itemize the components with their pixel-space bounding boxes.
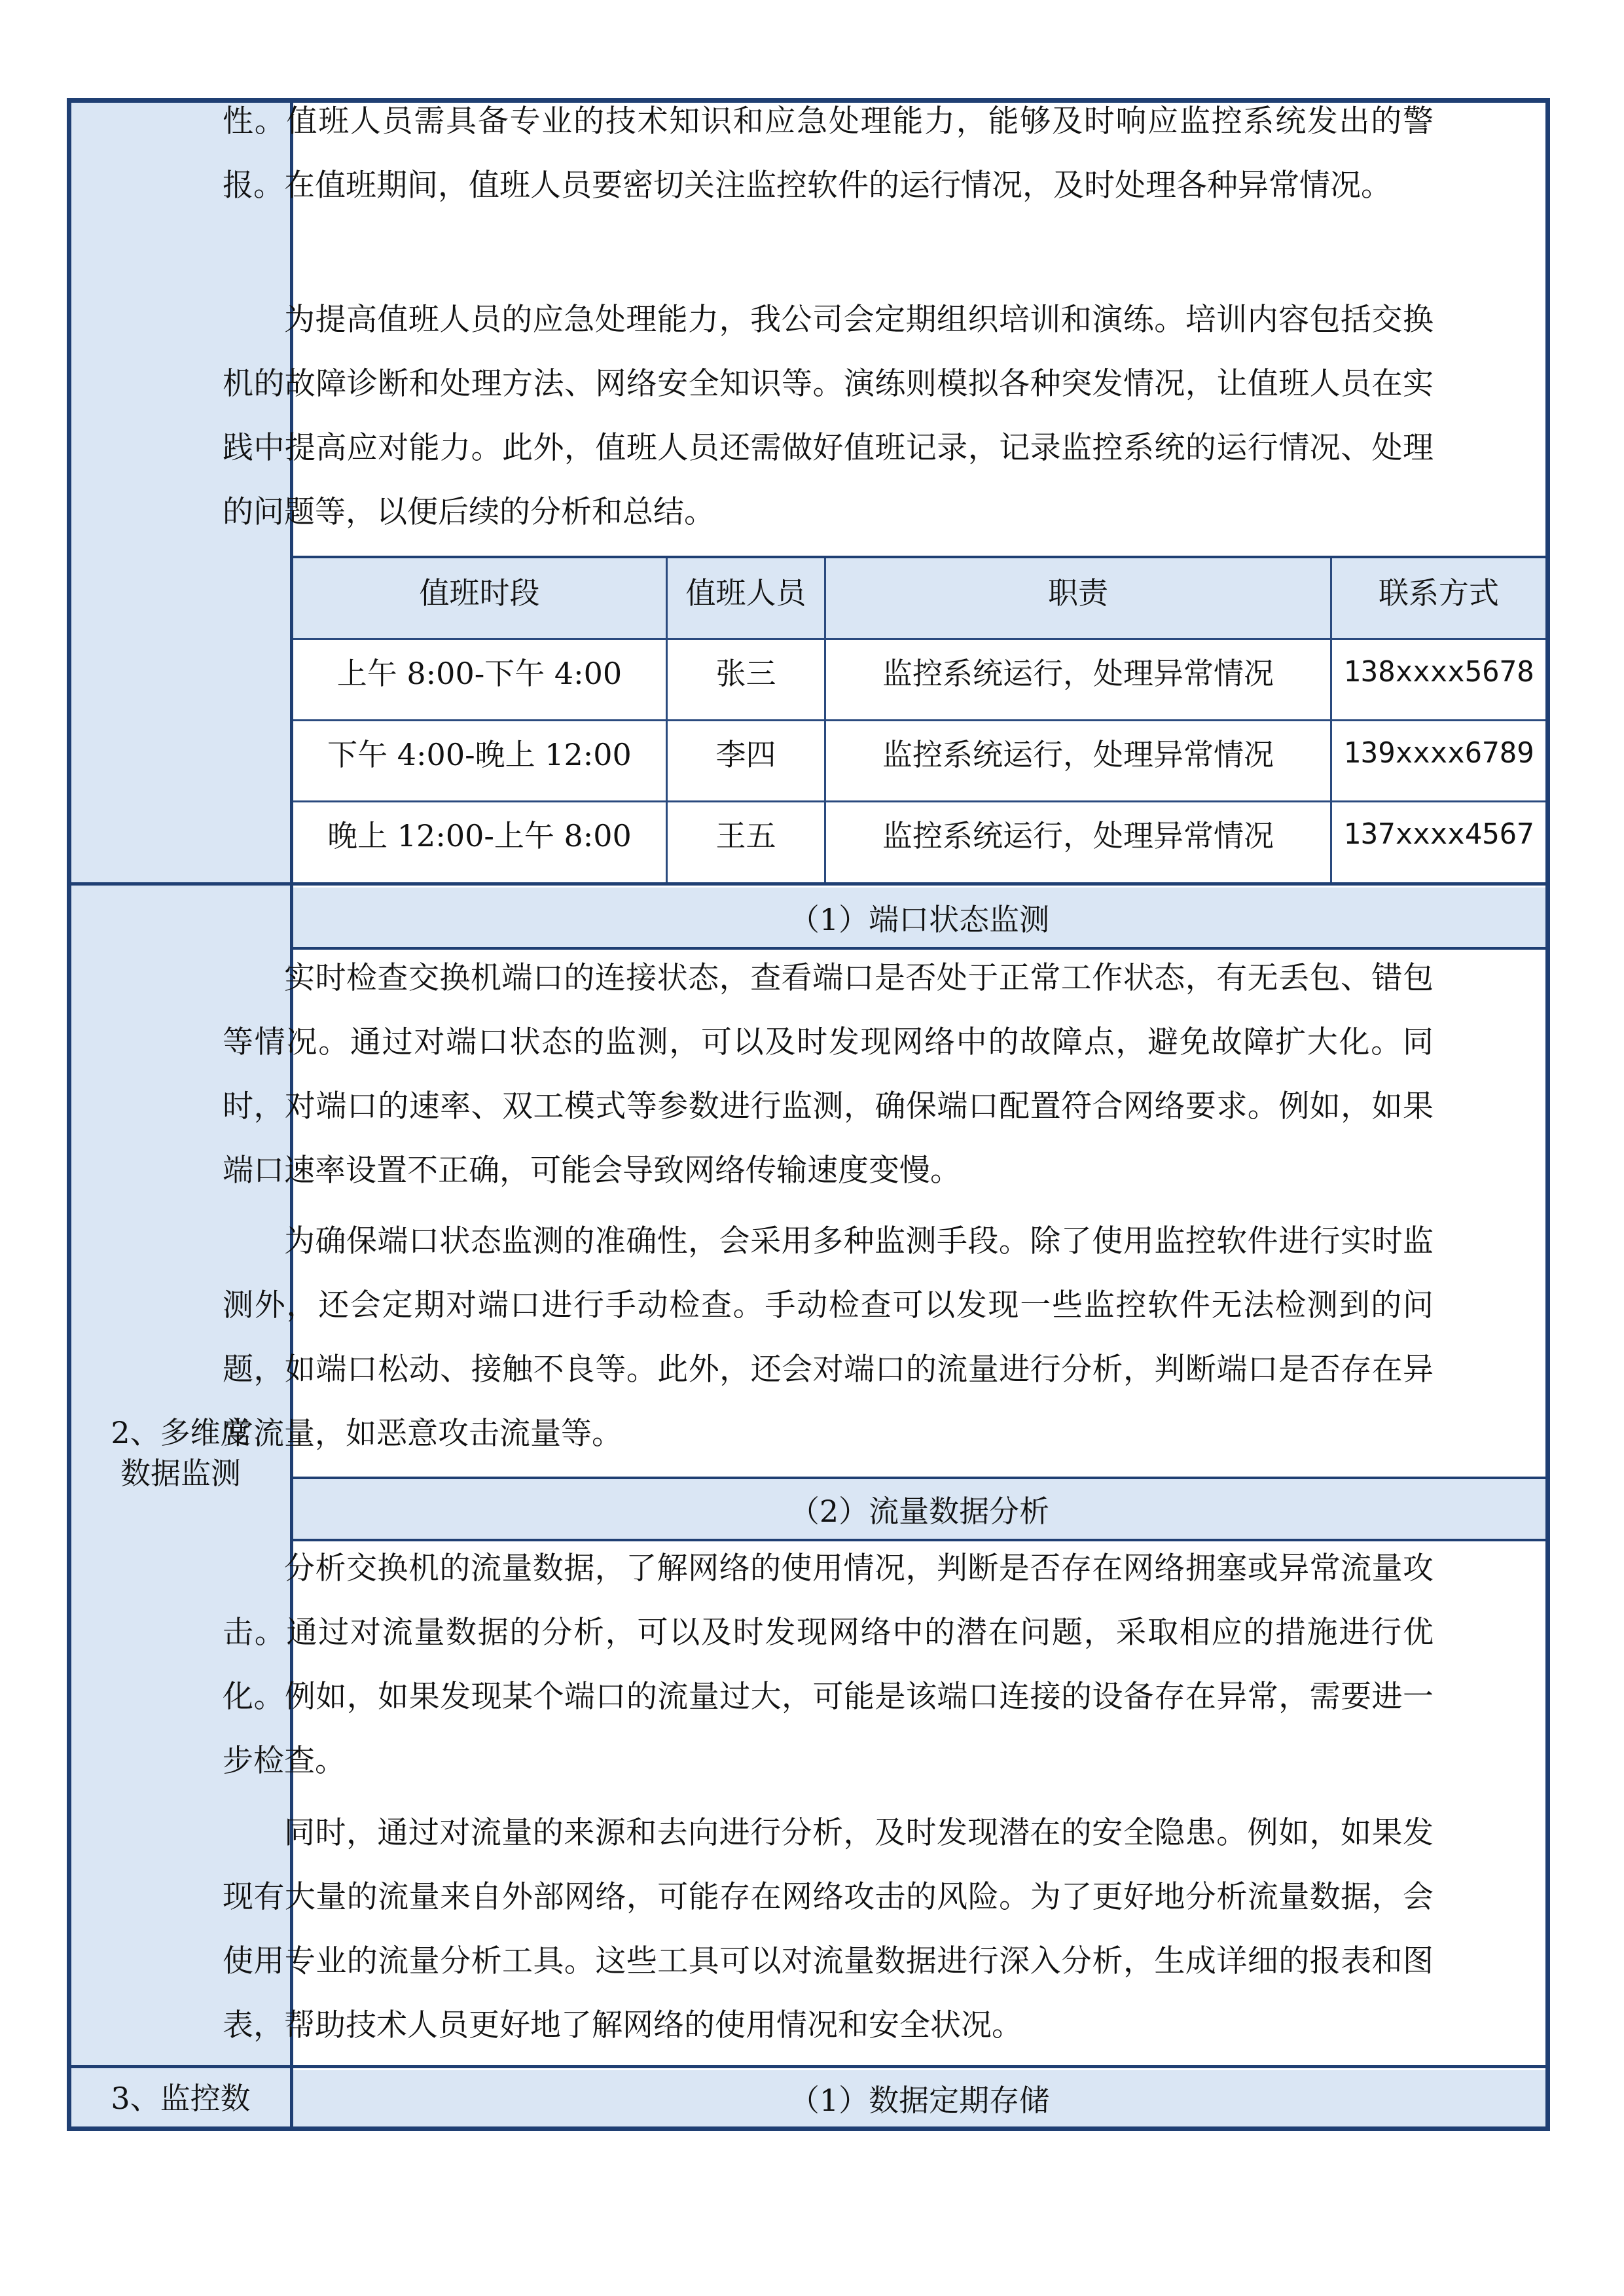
traffic-analysis-paragraph-1: 分析交换机的流量数据，了解网络的使用情况，判断是否存在网络拥塞或异常流量攻击。通过对流量数据的分析，可以及时发现网络中的潜在问题，采取相应的措施进行优化。例如，如果发现某个端口的流量过大，可能是该端口连接的设备存在异常，需要进一步检查。 bbox=[223, 1551, 1434, 1779]
subsection-title-port-status: （1）端口状态监测 bbox=[789, 902, 1050, 937]
section1-paragraph-2: 为提高值班人员的应急处理能力，我公司会定期组织培训和演练。培训内容包括交换机的故障诊断和处理方法、网络安全知识等。演练则模拟各种突发情况，让值班人员在实践中提高应对能力。此外，值班人员还需做好值班记录，记录监控系统的运行情况、处理的问题等，以便后续的分析和总结。 bbox=[223, 302, 1434, 530]
duty-table-cell-duty: 监控系统运行，处理异常情况 bbox=[882, 818, 1274, 853]
duty-table-header-duty: 职责 bbox=[1048, 575, 1108, 611]
duty-table-cell-contact: 139xxxx6789 bbox=[1343, 736, 1534, 770]
duty-table-cell-contact: 137xxxx4567 bbox=[1343, 817, 1534, 851]
section-divider-2-3 bbox=[71, 2065, 1545, 2068]
section2-label-line-2: 数据监测 bbox=[120, 1456, 241, 1491]
duty-table-cell-contact: 138xxxx5678 bbox=[1343, 655, 1534, 689]
duty-table-header-person: 值班人员 bbox=[685, 575, 806, 611]
port-status-paragraph-2: 为确保端口状态监测的准确性，会采用多种监测手段。除了使用监控软件进行实时监测外，还会定期对端口进行手动检查。手动检查可以发现一些监控软件无法检测到的问题，如端口松动、接触不良等。此外，还会对端口的流量进行分析，判断端口是否存在异常流量，如恶意攻击流量等。 bbox=[223, 1223, 1434, 1452]
duty-table-cell-person: 王五 bbox=[715, 818, 776, 853]
duty-table-cell-time: 晚上 12:00-上午 8:00 bbox=[327, 818, 632, 853]
duty-table-cell-duty: 监控系统运行，处理异常情况 bbox=[882, 737, 1274, 772]
subsection-title-data-storage: （1）数据定期存储 bbox=[789, 2083, 1050, 2118]
port-status-paragraph-1: 实时检查交换机端口的连接状态，查看端口是否处于正常工作状态，有无丢包、错包等情况。通过对端口状态的监测，可以及时发现网络中的故障点，避免故障扩大化。同时，对端口的速率、双工模式等参数进行监测，确保端口配置符合网络要求。例如，如果端口速率设置不正确，可能会导致网络传输速度变慢。 bbox=[223, 960, 1434, 1189]
duty-table-cell-duty: 监控系统运行，处理异常情况 bbox=[882, 656, 1274, 691]
subsection-title-traffic-analysis: （2）流量数据分析 bbox=[789, 1494, 1050, 1529]
duty-table-header-time: 值班时段 bbox=[419, 575, 540, 611]
duty-table-header-contact: 联系方式 bbox=[1379, 575, 1499, 611]
duty-table-cell-time: 下午 4:00-晚上 12:00 bbox=[327, 737, 632, 772]
section-divider-1-2 bbox=[71, 882, 1545, 886]
duty-table-cell-time: 上午 8:00-下午 4:00 bbox=[336, 656, 623, 691]
section3-label: 3、监控数 bbox=[111, 2081, 251, 2116]
section1-paragraph-1: 性。值班人员需具备专业的技术知识和应急处理能力，能够及时响应监控系统发出的警报。在值班期间，值班人员要密切关注监控软件的运行情况，及时处理各种异常情况。 bbox=[223, 103, 1434, 204]
duty-table-cell-person: 张三 bbox=[715, 656, 776, 691]
traffic-analysis-paragraph-2: 同时，通过对流量的来源和去向进行分析，及时发现潜在的安全隐患。例如，如果发现有大量的流量来自外部网络，可能存在网络攻击的风险。为了更好地分析流量数据，会使用专业的流量分析工具。这些工具可以对流量数据进行深入分析，生成详细的报表和图表，帮助技术人员更好地了解网络的使用情况和安全状况。 bbox=[223, 1815, 1434, 2043]
section2-label-line-1: 2、多维度 bbox=[111, 1415, 251, 1450]
duty-table-cell-person: 李四 bbox=[715, 737, 776, 772]
